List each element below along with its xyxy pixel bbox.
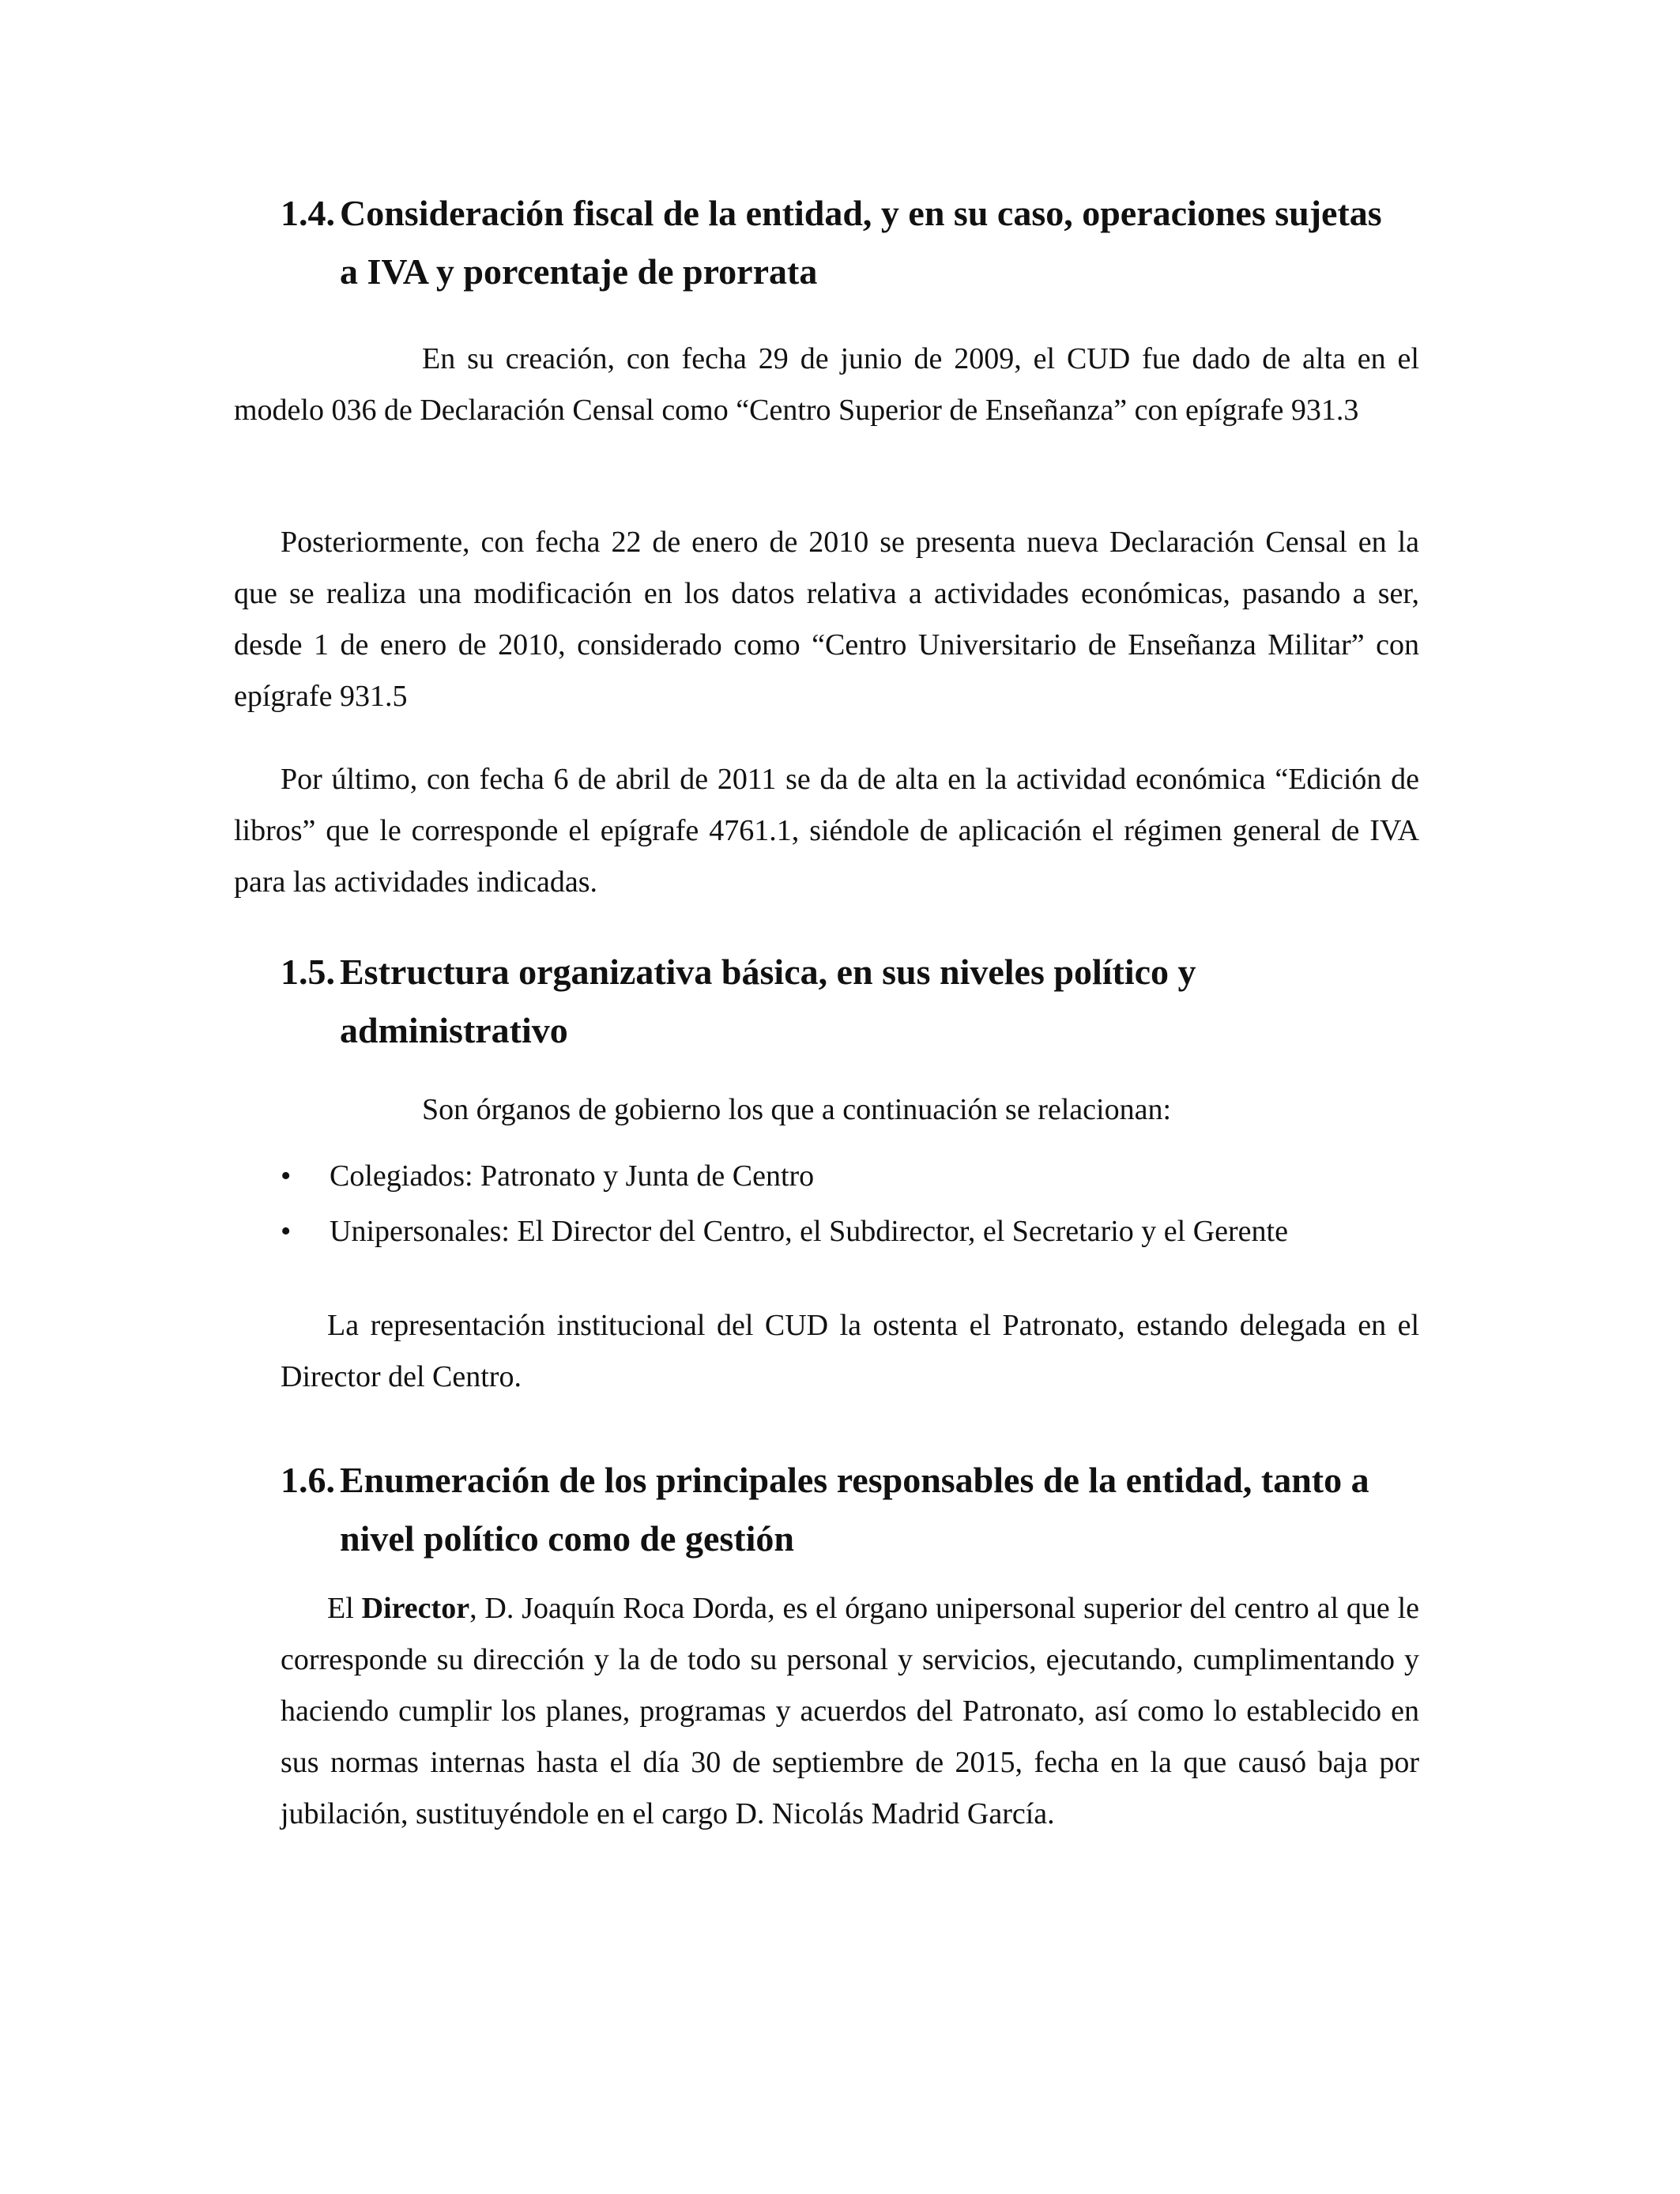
list-item [281,1204,1288,1259]
paragraph-alta-modelo-036: En su creación, con fecha 29 de junio de 2009, el CUD fue dado de alta en el modelo 036 de Declaración Censal como “Centro Superior de Enseñanza” con epígrafe 931.3 [234,342,1419,427]
section-title-line-1: Estructura organizativa básica, en sus niveles político y [340,952,1196,992]
section-title-line-2: a IVA y porcentaje de prorrata [340,251,818,292]
paragraph-director [281,1583,1419,1840]
section-heading-1-4 [281,184,1434,301]
bullet-icon: • [281,1215,292,1248]
section-number: 1.4. [281,193,335,233]
bullet-list-organos [281,1148,1288,1259]
paragraph-lead: El [327,1592,362,1625]
section-title-line-2: administrativo [340,1010,568,1050]
section-number: 1.5. [281,952,335,992]
paragraph-organos-gobierno-intro: Son órganos de gobierno los que a continuación se relacionan: [422,1093,1171,1126]
paragraph-edicion-libros: Por último, con fecha 6 de abril de 2011 se da de alta en la actividad económica “Edición de libros” que le corresponde el epígrafe 4761.1, siéndole de aplicación el régimen general de IVA para las actividades indicadas. [234,763,1419,899]
paragraph-nueva-declaracion-censal: Posteriormente, con fecha 22 de enero de 2010 se presenta nueva Declaración Censal en la que se realiza una modificación en los datos relativa a actividades económicas, pasando a ser, desde 1 de enero de 2010, considerado como “Centro Universitario de Enseñanza Militar” con epígrafe 931.5 [234,526,1419,713]
list-item-text: Unipersonales: El Director del Centro, el Subdirector, el Secretario y el Gerente [330,1215,1288,1248]
section-heading-1-5 [281,943,1434,1060]
bold-term-director: Director [361,1592,470,1625]
list-item [281,1148,1288,1204]
section-title-line-2: nivel político como de gestión [340,1518,794,1559]
section-number: 1.6. [281,1460,335,1500]
section-title-line-1: Consideración fiscal de la entidad, y en su caso, operaciones sujetas [340,193,1382,233]
list-item-text: Colegiados: Patronato y Junta de Centro [330,1159,815,1193]
bullet-icon: • [281,1159,292,1193]
section-title-line-1: Enumeración de los principales responsables de la entidad, tanto a [340,1460,1369,1500]
paragraph-representacion-institucional: La representación institucional del CUD la ostenta el Patronato, estando delegada en el Director del Centro. [281,1309,1419,1393]
paragraph-rest: , D. Joaquín Roca Dorda, es el órgano unipersonal superior del centro al que le corresponde su dirección y la de todo su personal y servicios, ejecutando, cumplimentando y haciendo cumplir los planes, programas y acuerdos del Patronato, así como lo establecido en sus normas internas hasta el día 30 de septiembre de 2015, fecha en la que causó baja por jubilación, sustituyéndole en el cargo D. Nicolás Madrid García. [281,1592,1419,1830]
section-heading-1-6 [281,1451,1434,1568]
